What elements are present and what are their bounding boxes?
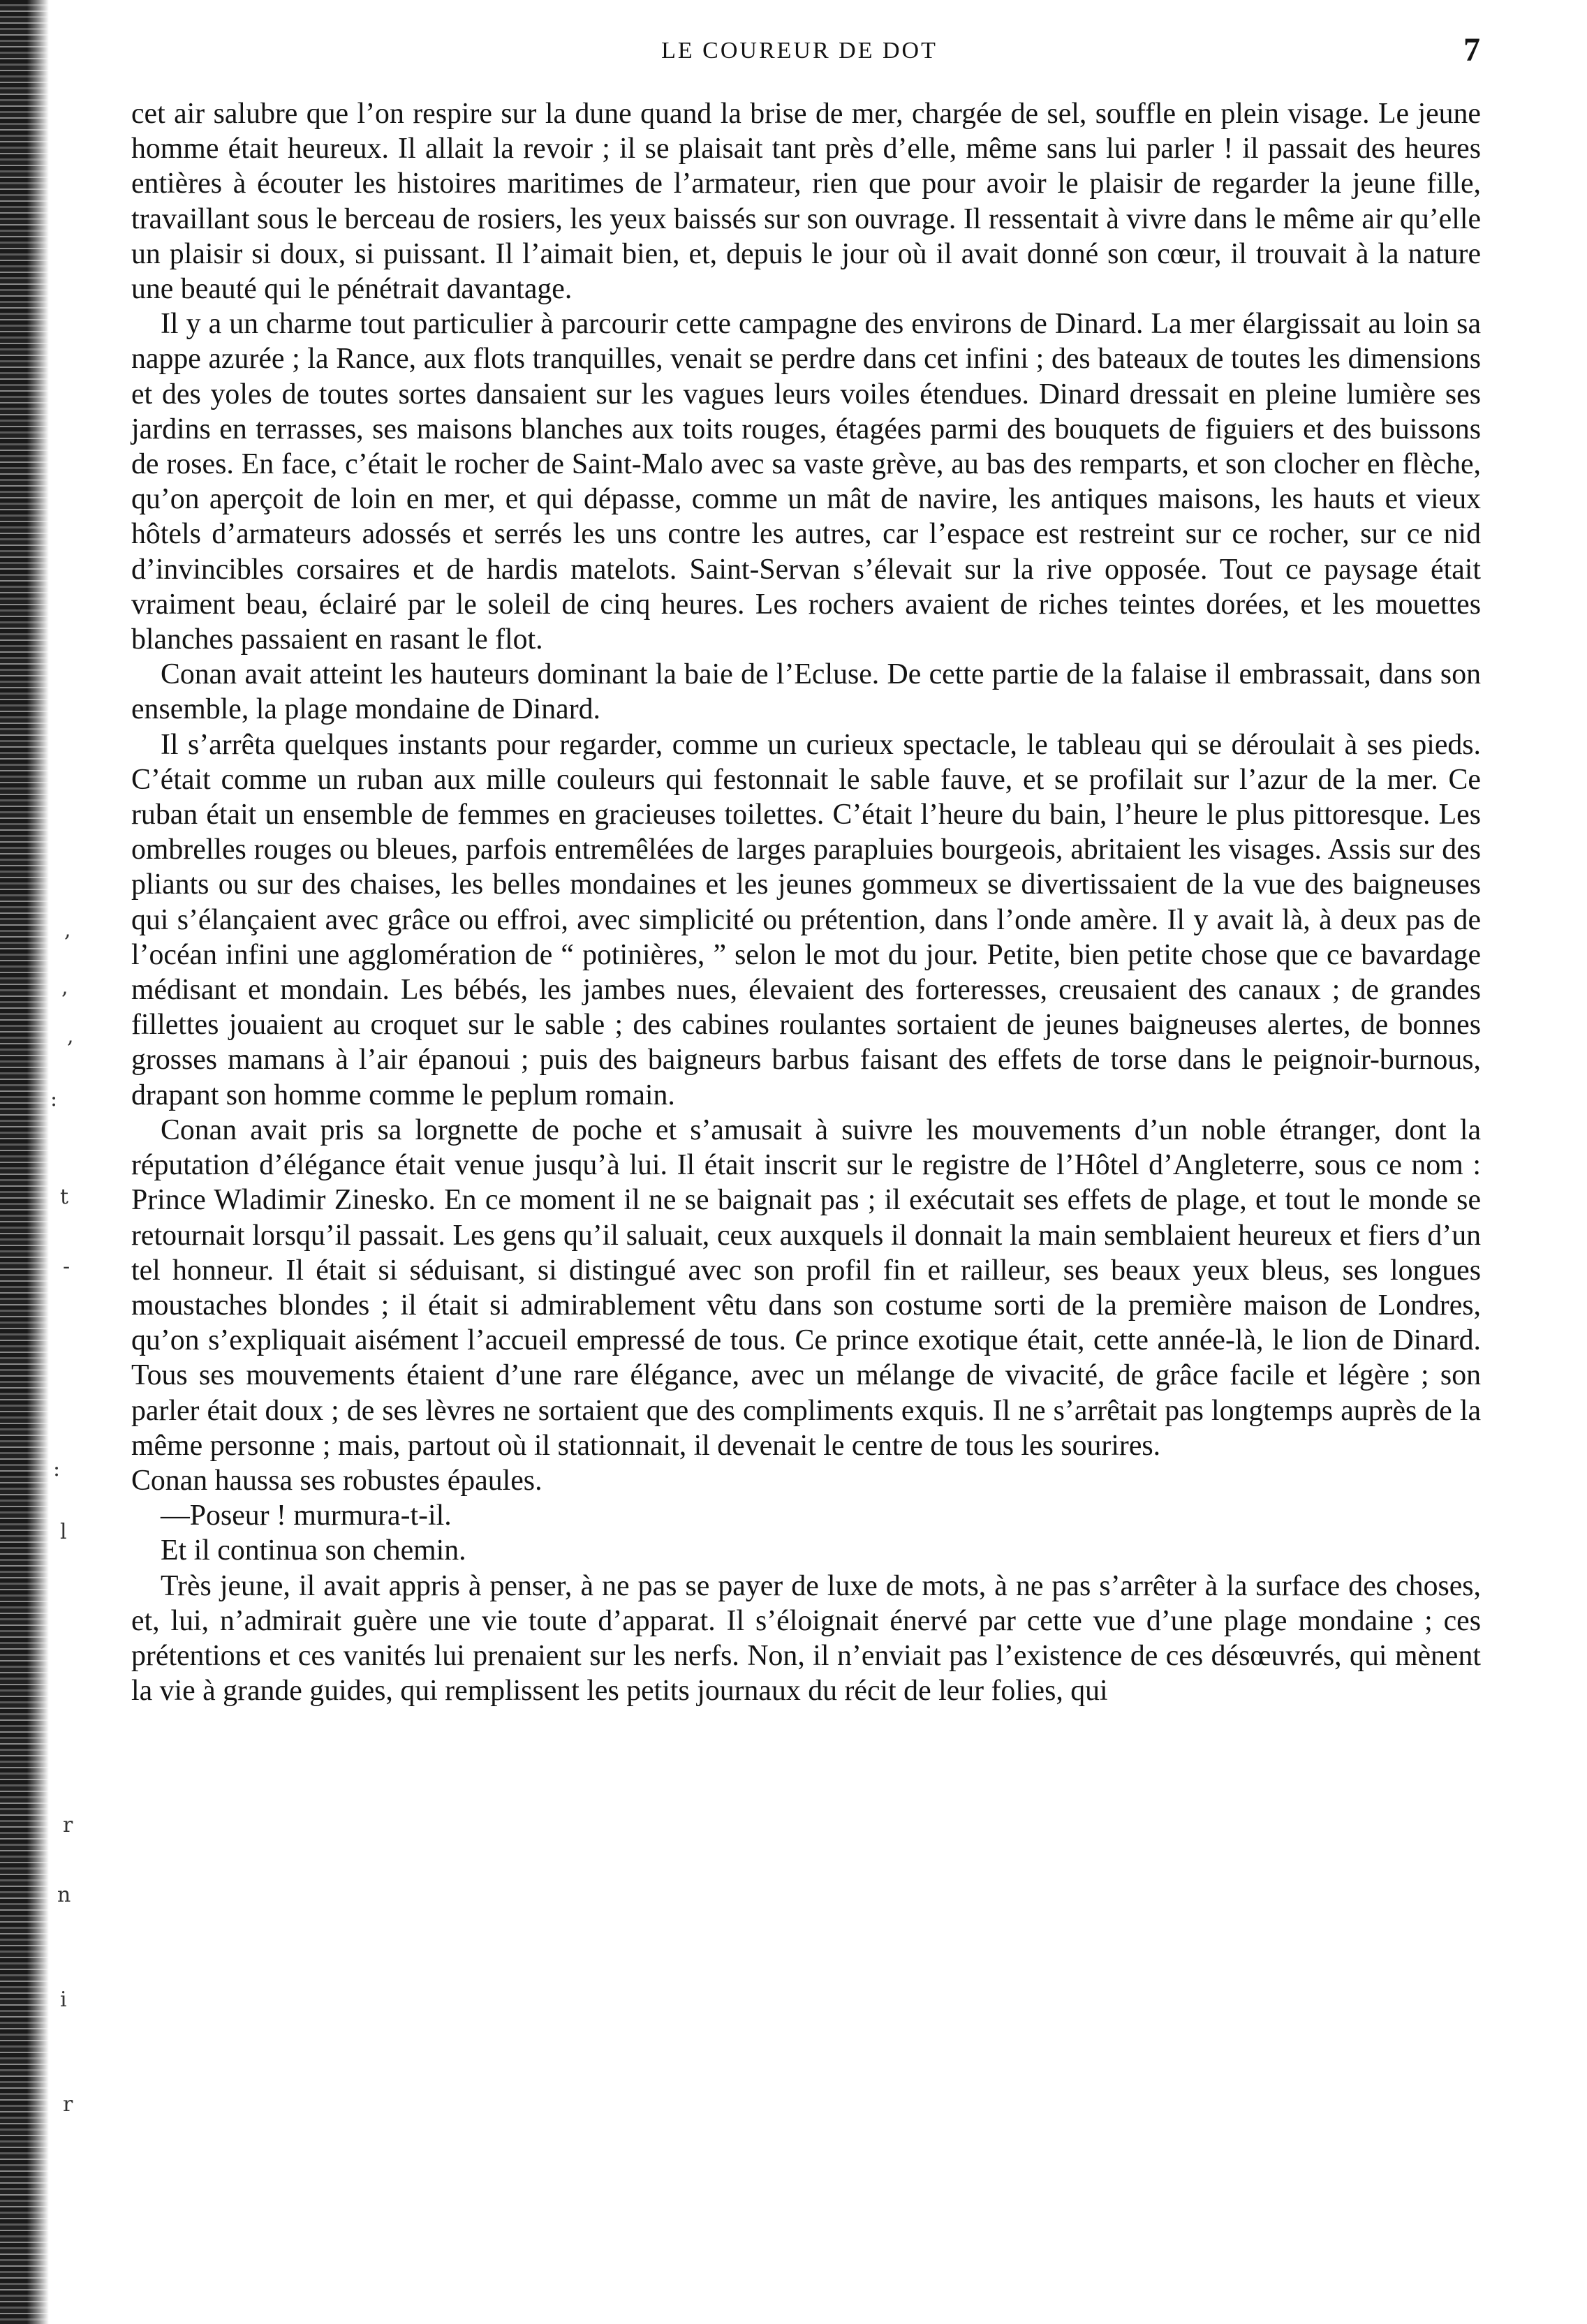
paragraph: Conan avait pris sa lorgnette de poche et s’amusait à suivre les mouvements d’un noble étranger, dont la réputation d’élégance était venue jusqu’à lui. Il était inscrit sur le registre de l’Hôtel d’Angleterre, sous ce nom : Prince Wladimir Zinesko. En ce moment il ne se baignait pas ; il exécutait ses effets de plage, et tout le monde se retournait lorsqu’il passait. Les gens qu’il saluait, ceux auxquels il donnait la main semblaient heureux et fiers d’un tel honneur. Il était si séduisant, si distingué avec son profil fin et railleur, ses beaux yeux bleus, ses longues moustaches blondes ; il était si admirablement vêtu dans son costume sorti de la première maison de Londres, qu’on s’expliquait aisément l’accueil empressé de tous. Ce prince exotique était, cette année-là, le lion de Dinard. Tous ses mouvements étaient d’une rare élégance, avec un mélange de vivacité, de grâce facile et légère ; son parler était doux ; de ses lèvres ne sortaient que des compliments exquis. Il ne s’arrêtait pas longtemps auprès de la même personne ; mais, partout où il stationnait, il devenait le centre de tous les sourires. [131,1113,1481,1462]
page-header [119,31,1480,75]
paragraph: Il s’arrêta quelques instants pour regarder, comme un curieux spectacle, le tableau qui se déroulait à ses pieds. C’était comme un ruban aux mille couleurs qui festonnait le sable fauve, et se profilait sur l’azur de la mer. Ce ruban était un ensemble de femmes en gracieuses toilettes. C’était l’heure du bain, l’heure le plus pittoresque. Les ombrelles rouges ou bleues, parfois entremêlées de larges parapluies bourgeois, abritaient les visages. Assis sur des pliants ou sur des chaises, les belles mondaines et les jeunes gommeux se divertissaient de la vue des baigneuses qui s’élançaient avec grâce ou effroi, avec simplicité ou prétention, dans l’onde amère. Il y avait là, à deux pas de l’océan infini une agglomération de “ potinières, ” selon le mot du jour. Petite, bien petite chose que ce bavardage médisant et mondain. Les bébés, les jambes nues, élevaient des forteresses, creusaient des canaux ; de grandes fillettes jouaient au croquet sur le sable ; des cabines roulantes sortaient de jeunes baigneuses alertes, de bonnes grosses mamans à l’air épanoui ; puis des baigneurs barbus faisant des effets de torse dans le peignoir-burnous, drapant son homme comme le peplum romain. [131,728,1481,1111]
paragraph: Conan avait atteint les hauteurs dominant la baie de l’Ecluse. De cette partie de la falaise il embrassait, dans son ensemble, la plage mondaine de Dinard. [131,658,1481,726]
paragraph: Conan haussa ses robustes épaules. [131,1464,542,1497]
paragraph: cet air salubre que l’on respire sur la dune quand la brise de mer, chargée de sel, souffle en plein visage. Le jeune homme était heureux. Il allait la revoir ; il se plaisait tant près d’elle, même sans lui parler ! il passait des heures entières à écouter les histoires maritimes de l’armateur, rien que pour avoir le plaisir de regarder la jeune fille, travaillant sous le berceau de rosiers, les yeux baissés sur son ouvrage. Il ressentait à vivre dans le même air qu’elle un plaisir si doux, si puissant. Il l’aimait bien, et, depuis le jour où il avait donné son cœur, il trouvait à la nature une beauté qui le pénétrait davantage. [131,98,1481,306]
paragraph: Et il continua son chemin. [161,1534,466,1567]
paragraph: Très jeune, il avait appris à penser, à ne pas se payer de luxe de mots, à ne pas s’arrêter à la surface des choses, et, lui, n’admirait guère une vie toute d’apparat. Il s’éloignait énervé par cette vue d’une plage mondaine ; ces prétentions et ces vanités lui prenaient sur les nerfs. Non, il n’enviait pas l’existence de ces désœuvrés, qui mènent la vie à grande guides, qui remplissent les petits journaux du récit de leur folies, qui [131,1569,1481,1708]
running-title: LE COUREUR DE DOT [661,38,938,64]
paragraph: —Poseur ! murmura-t-il. [161,1500,452,1532]
page-number: 7 [1463,31,1480,68]
body-text [131,96,1481,1708]
paragraph: Il y a un charme tout particulier à parcourir cette campagne des environs de Dinard. La mer élargissait au loin sa nappe azurée ; la Rance, aux flots tranquilles, venait se perdre dans cet infini ; des bateaux de toutes les dimensions et des yoles de toutes sortes dansaient sur les vagues leurs voiles étendues. Dinard dressait en pleine lumière ses jardins en terrasses, ses maisons blanches aux toits rouges, étagées parmi des bouquets de figuiers et des buissons de roses. En face, c’était le rocher de Saint-Malo avec sa vaste grève, au bas des remparts, et son clocher en flèche, qu’on aperçoit de loin en mer, et qui dépasse, comme un mât de navire, les antiques maisons, les hauts et vieux hôtels d’armateurs adossés et serrés les uns contre les autres, car l’espace est restreint sur ce rocher, sur ce nid d’invincibles corsaires et de hardis matelots. Saint-Servan s’élevait sur la rive opposée. Tout ce paysage était vraiment beau, éclairé par le soleil de cinq heures. Les rochers avaient de riches teintes dorées, et les mouettes blanches passaient en rasant le flot. [131,308,1481,656]
margin-marks: , , , : t - : l r n i r [50,918,74,2117]
